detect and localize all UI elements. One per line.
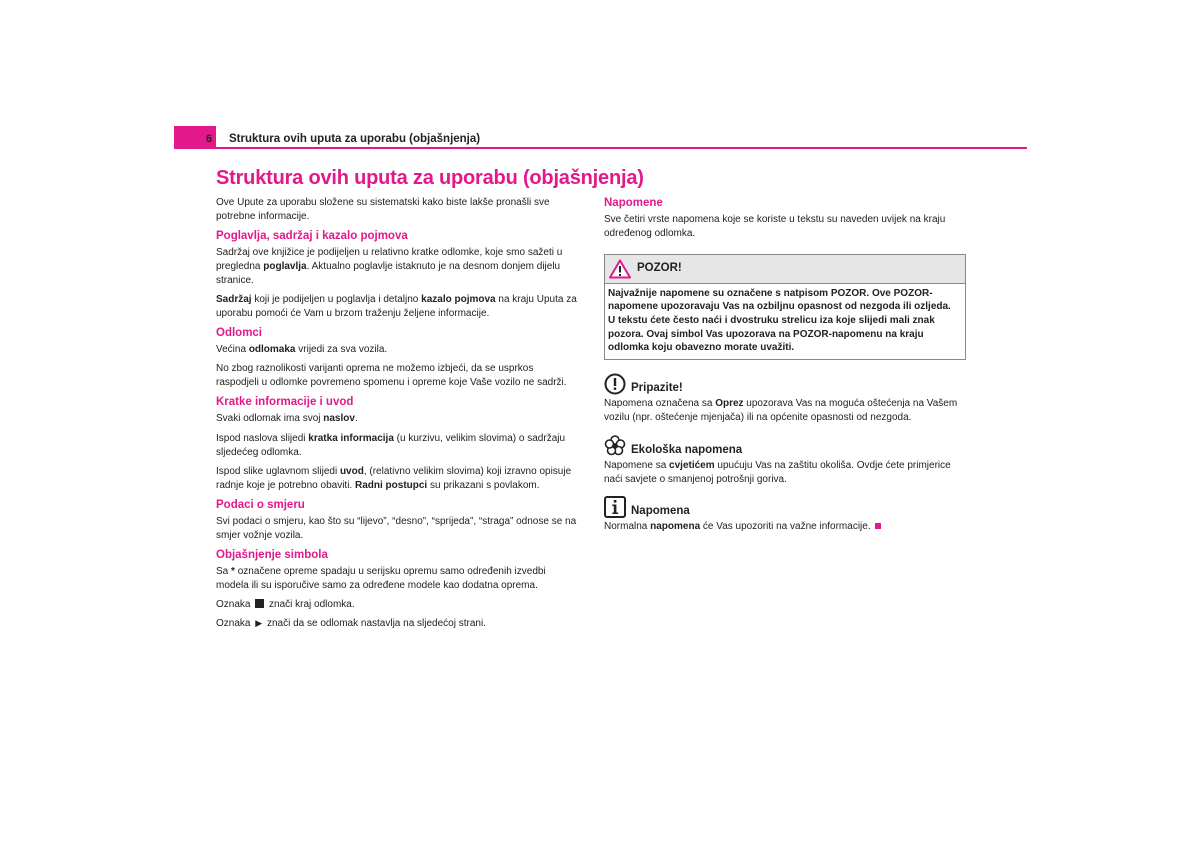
paragraph: Oznaka znači kraj odlomka. xyxy=(216,599,355,611)
paragraph: Ispod naslova slijedi kratka informacija (u kurzivu, velikim slovima) o sadržaju sljedećeg odlomka. xyxy=(216,432,566,458)
paragraph: Većina odlomaka vrijedi za sva vozila. xyxy=(216,344,388,356)
warning-box-header xyxy=(605,255,965,284)
paragraph: Svaki odlomak ima svoj naslov. xyxy=(216,413,358,425)
warning-box xyxy=(604,254,966,361)
left-column xyxy=(216,196,578,637)
warning-triangle-icon xyxy=(609,259,631,279)
intro-paragraph: Ove Upute za uporabu složene su sistematski kako biste lakše pronašli sve potrebne informacije. xyxy=(216,197,550,222)
paragraph: Sve četiri vrste napomena koje se koriste u tekstu su naveden uvijek na kraju određenog odlomka. xyxy=(604,214,946,239)
header-rule xyxy=(174,147,1027,149)
paragraph: Ispod slike uglavnom slijedi uvod, (relativno velikim slovima) koji izravno opisuje radnje koje je potrebno obaviti. Radni postupci su prikazani s povlakom. xyxy=(216,465,572,491)
end-mark-icon xyxy=(875,523,881,529)
running-title: Struktura ovih uputa za uporabu (objašnjenja) xyxy=(229,133,481,145)
section-heading: Napomene xyxy=(604,197,663,209)
info-note-title: Napomena xyxy=(631,505,690,518)
paragraph: No zbog raznolikosti varijanti oprema ne možemo izbjeći, da se usprkos raspodjeli u odlomke povremeno spomenu i opreme koje Vaše vozilo ne sadrži. xyxy=(216,363,567,389)
right-column xyxy=(604,196,966,540)
section-heading: Odlomci xyxy=(216,327,263,340)
paragraph: Sa * označene opreme spadaju u serijsku opremu samo određenih izvedbi modela ili su isporučive samo za određene modele kao dodatna oprema. xyxy=(216,566,546,591)
info-note-header xyxy=(604,496,966,518)
caution-note-title: Pripazite! xyxy=(631,382,683,395)
section-heading: Podaci o smjeru xyxy=(216,498,305,511)
warning-box-title: POZOR! xyxy=(637,261,682,274)
caution-note-header xyxy=(604,373,966,395)
eco-note-header xyxy=(604,435,966,457)
section-heading: Poglavlja, sadržaj i kazalo pojmova xyxy=(216,230,408,243)
page-number: 6 xyxy=(206,133,213,145)
paragraph: Svi podaci o smjeru, kao što su “lijevo”, “desno”, “sprijeda”, “straga” odnose se na smjer vožnje vozila. xyxy=(216,515,577,541)
paragraph: Normalna napomena će Vas upozoriti na važne informacije. xyxy=(604,520,966,534)
end-of-section-square-icon xyxy=(255,599,264,608)
info-icon xyxy=(604,496,626,518)
warning-box-text: Najvažnije napomene su označene s natpisom POZOR. Ove POZOR-napomene upozoravaju Vas na ozbiljnu opasnost od nezgoda ili ozljeda. U tekstu ćete često naći i dvostruku strelicu iza koje slijedi mali znak pozora. Ovaj simbol Vas upozorava na POZOR-napomenu na kraju odlomka koju obavezno morate uvažiti. xyxy=(608,287,951,354)
paragraph: Napomene sa cvjetićem upućuju Vas na zaštitu okoliša. Ovdje ćete primjerice naći savjete o smanjenoj potrošnji goriva. xyxy=(604,459,951,485)
paragraph: Sadržaj koji je podijeljen u poglavlja i detaljno kazalo pojmova na kraju Uputa za uporabu pomoći će Vam u brzom traženju željene informacije. xyxy=(216,293,577,319)
section-heading: Kratke informacije i uvod xyxy=(216,396,354,409)
section-heading: Objašnjenje simbola xyxy=(216,549,328,562)
continue-arrow-icon: ▶ xyxy=(255,618,263,629)
paragraph: Napomena označena sa Oprez upozorava Vas na moguća oštećenja na Vašem vozilu (npr. oštećenje mjenjača) ili na općenite opasnosti od nezgoda. xyxy=(604,398,958,423)
paragraph: Oznaka ▶ znači da se odlomak nastavlja na sljedećoj strani. xyxy=(216,618,486,630)
paragraph: Sadržaj ove knjižice je podijeljen u relativno kratke odlomke, koje smo sažeti u pregledna poglavlja. Aktualno poglavlje istaknuto je na desnom donjem dijelu stranice. xyxy=(216,247,563,286)
exclamation-circle-icon xyxy=(604,373,626,395)
flower-icon xyxy=(604,435,626,457)
page-title: Struktura ovih uputa za uporabu (objašnjenja) xyxy=(216,167,644,189)
eco-note-title: Ekološka napomena xyxy=(631,443,743,456)
